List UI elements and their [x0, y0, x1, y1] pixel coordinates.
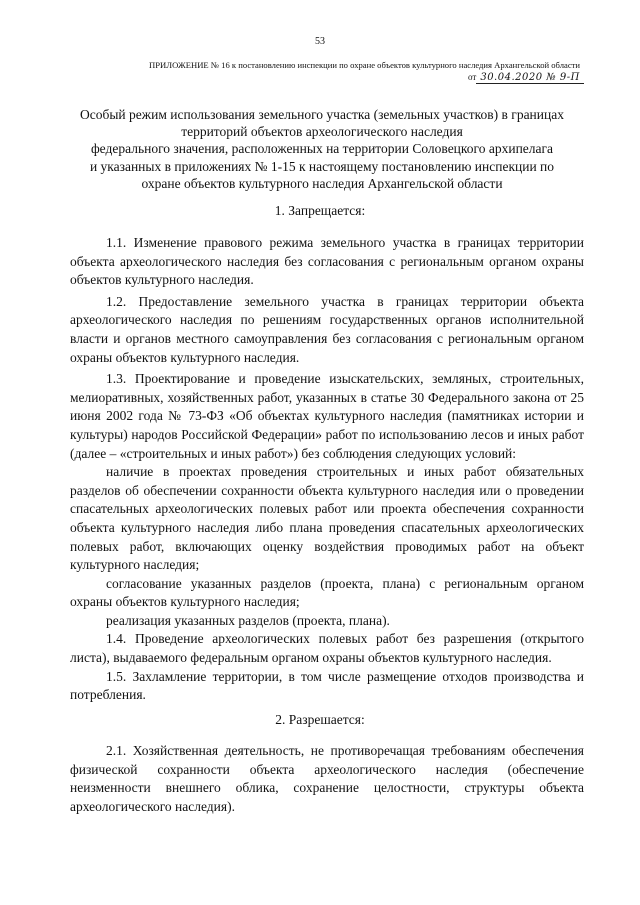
section-1-heading: 1. Запрещается: [274, 203, 366, 218]
title-line: охране объектов культурного наследия Архангельской области [141, 175, 503, 191]
document-title [68, 106, 576, 192]
paragraph-1-3-condition-3: реализация указанных разделов (проекта, плана). [106, 612, 390, 628]
title-line: территорий объектов археологического наследия [181, 124, 463, 140]
date-prefix: от [468, 72, 477, 82]
section-2-heading: 2. Разрешается: [275, 712, 365, 727]
title-line: федерального значения, расположенных на территории Соловецкого архипелага [90, 141, 554, 157]
section-2-body [70, 742, 584, 819]
paragraph-1-1: 1.1. Изменение правового режима земельного участка в границах территории объекта археологического наследия без согласования с региональным органом охраны объектов культурного наследия. [70, 235, 584, 288]
paragraph-1-2: 1.2. Предоставление земельного участка в границах территории объекта археологического наследия по решениям государственных органов исполнительной власти и органов местного самоуправления без согласования с региональным органом охраны объектов культурного наследия. [70, 293, 584, 365]
handwritten-date-number: 30.04.2020 № 9-П [476, 72, 584, 84]
paragraph-1-3: 1.3. Проектирование и проведение изыскательских, земляных, строительных, мелиоративных, хозяйственных работ, указанных в статье 30 Федерального закона от 25 июня 2002 года № 73-ФЗ «Об объектах культурного наследия (памятниках истории и культуры) народов Российской Федерации» работ по использованию лесов и иных работ (далее – «строительных и иных работ») без соблюдения следующих условий: [70, 371, 584, 461]
paragraph-2-1: 2.1. Хозяйственная деятельность, не противоречащая требованиям обеспечения физической сохранности объекта археологического наследия (обеспечение неизменности внешнего облика, сохранение целостности, структуры объекта археологического наследия). [70, 743, 584, 814]
paragraph-1-3-condition-2: согласование указанных разделов (проекта, плана) с региональным органом охраны объектов культурного наследия; [70, 575, 584, 610]
appendix-date-line [468, 72, 588, 83]
title-line: Особый режим использования земельного участка (земельных участков) в границах [80, 107, 564, 122]
section-1-body [70, 234, 584, 705]
paragraph-1-4: 1.4. Проведение археологических полевых работ без разрешения (открытого листа), выдаваемого федеральным органом охраны объектов культурного наследия. [70, 631, 584, 666]
paragraph-1-3-condition-1: наличие в проектах проведения строительных и иных работ обязательных разделов об обеспечении сохранности объекта культурного наследия или о проведении спасательных археологических полевых работ или проекта обеспечения сохранности объекта культурного наследия либо плана проведения спасательных археологических полевых работ, включающих оценку воздействия проводимых работ на объект культурного наследия; [70, 464, 584, 573]
page-number: 53 [315, 36, 325, 47]
appendix-header: ПРИЛОЖЕНИЕ № 16 к постановлению инспекции по охране объектов культурного наследия Архангельской области [149, 60, 580, 70]
title-line: и указанных в приложениях № 1-15 к настоящему постановлению инспекции по [89, 158, 555, 174]
paragraph-1-5: 1.5. Захламление территории, в том числе размещение отходов производства и потребления. [70, 668, 584, 703]
